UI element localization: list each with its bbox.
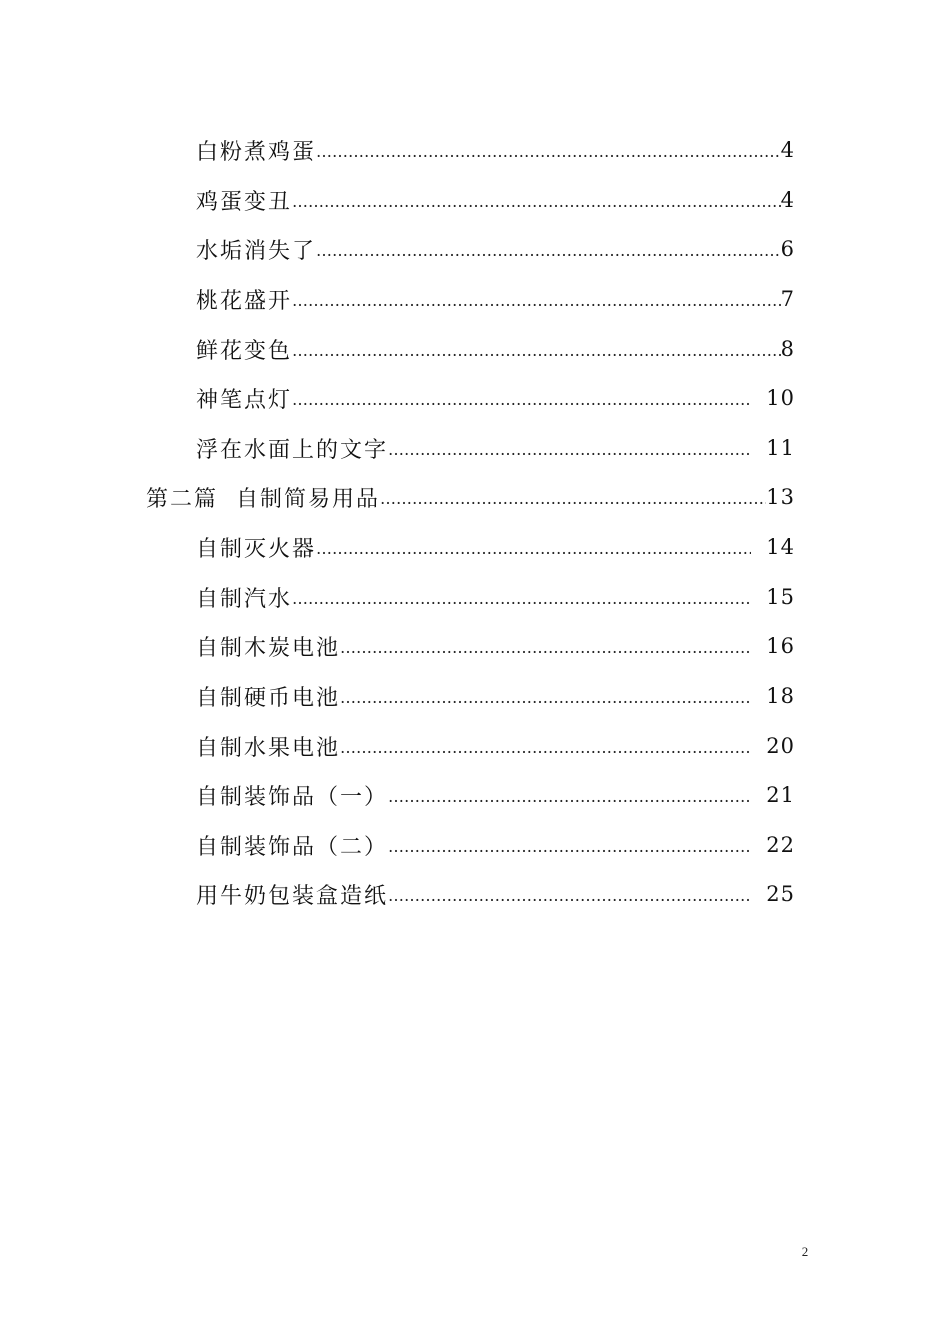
toc-entry[interactable]: [196, 629, 795, 663]
toc-leader-dots: [292, 280, 781, 318]
toc-entry-page: 4: [780, 138, 795, 162]
toc-leader-dots: [388, 429, 751, 467]
toc-entry[interactable]: [196, 877, 795, 911]
toc-entry[interactable]: [196, 679, 795, 713]
toc-entry-title: 自制装饰品（二）: [196, 834, 389, 860]
toc-leader-dots: [292, 379, 751, 417]
toc-entry-title: 白粉煮鸡蛋: [196, 139, 317, 165]
toc-entry-title: 自制灭火器: [196, 536, 317, 562]
toc-entry-page: 22: [766, 833, 795, 857]
toc-entry-title: 自制木炭电池: [196, 635, 341, 661]
toc-leader-dots: [380, 478, 766, 516]
toc-entry-title: 鲜花变色: [196, 338, 293, 364]
toc-section-title: 第二篇 自制简易用品: [146, 486, 380, 512]
page-number: 2: [801, 1244, 809, 1259]
toc-entry-page: 4: [780, 188, 795, 212]
toc-leader-dots: [292, 578, 751, 616]
toc-entry[interactable]: [196, 381, 795, 415]
toc-leader-dots: [340, 677, 751, 715]
toc-entry[interactable]: [196, 580, 795, 614]
toc-entry[interactable]: [196, 183, 795, 217]
toc-entry-page: 25: [766, 882, 795, 906]
toc-leader-dots: [388, 826, 751, 864]
toc-entry[interactable]: [196, 431, 795, 465]
toc-entry-page: 11: [766, 436, 795, 460]
toc-leader-dots: [316, 528, 751, 566]
toc-leader-dots: [316, 230, 781, 268]
toc-leader-dots: [388, 776, 751, 814]
toc-entry-title: 用牛奶包装盒造纸: [196, 883, 389, 909]
toc-entry-page: 8: [780, 337, 795, 361]
toc-entry-page: 15: [766, 585, 795, 609]
toc-entry[interactable]: [196, 778, 795, 812]
toc-entry-page: 7: [780, 287, 795, 311]
toc-entry-title: 神笔点灯: [196, 387, 293, 413]
toc-entry-page: 13: [766, 485, 795, 509]
toc-leader-dots: [340, 727, 751, 765]
toc-entry-title: 自制装饰品（一）: [196, 784, 389, 810]
toc-entry-title: 水垢消失了: [196, 238, 317, 264]
toc-entry[interactable]: [196, 133, 795, 167]
toc-entry-title: 桃花盛开: [196, 288, 293, 314]
toc-leader-dots: [388, 875, 751, 913]
toc-entry[interactable]: [196, 530, 795, 564]
toc-entry-title: 自制硬币电池: [196, 685, 341, 711]
toc-entry-page: 10: [766, 386, 795, 410]
toc-entry-title: 自制汽水: [196, 586, 293, 612]
toc-leader-dots: [340, 627, 751, 665]
toc-entry-title: 自制水果电池: [196, 735, 341, 761]
toc-entry-title: 浮在水面上的文字: [196, 437, 389, 463]
toc-entry-page: 14: [766, 535, 795, 559]
toc-entry-page: 16: [766, 634, 795, 658]
toc-entry-page: 21: [766, 783, 795, 807]
toc-entry-page: 6: [780, 237, 795, 261]
toc-entry-page: 18: [766, 684, 795, 708]
toc-entry[interactable]: [196, 232, 795, 266]
toc-leader-dots: [316, 131, 781, 169]
toc-entry[interactable]: [196, 282, 795, 316]
toc-entry[interactable]: [196, 828, 795, 862]
toc-section-entry[interactable]: [146, 480, 795, 514]
toc-entry-title: 鸡蛋变丑: [196, 189, 293, 215]
toc-entry[interactable]: [196, 729, 795, 763]
toc-entry[interactable]: [196, 332, 795, 366]
toc-leader-dots: [292, 181, 781, 219]
toc-entry-page: 20: [766, 734, 795, 758]
toc-leader-dots: [292, 330, 781, 368]
